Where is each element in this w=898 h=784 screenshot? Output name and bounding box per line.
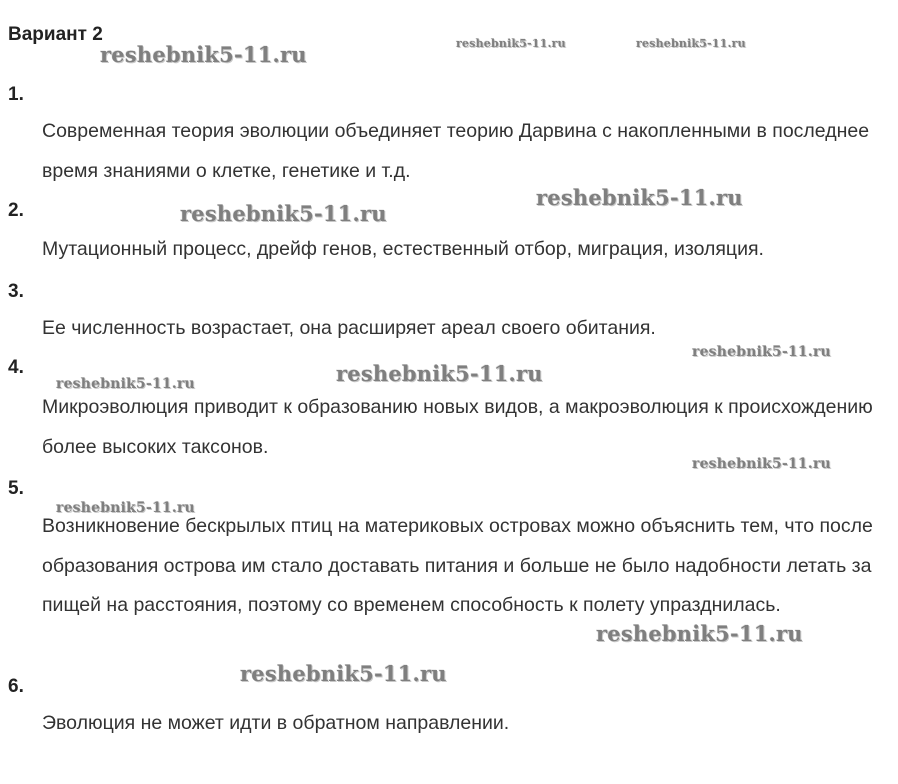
watermark: reshebnik5-11.ru — [240, 661, 447, 686]
answer-number-2: 2. — [8, 200, 24, 221]
answer-number-4: 4. — [8, 357, 24, 378]
answer-number-3: 3. — [8, 281, 24, 302]
watermark: reshebnik5-11.ru — [56, 500, 195, 516]
watermark: reshebnik5-11.ru — [180, 201, 387, 226]
answer-number-1: 1. — [8, 84, 24, 105]
answer-text-2: Мутационный процесс, дрейф генов, естественный отбор, миграция, изоляция. — [42, 238, 764, 260]
watermark: reshebnik5-11.ru — [336, 361, 543, 386]
watermark: reshebnik5-11.ru — [596, 621, 803, 646]
watermark: reshebnik5-11.ru — [456, 37, 566, 50]
answer-text-5: Возникновение бескрылых птиц на материковых островах можно объяснить тем, что после образования острова им стало доставать питания и больше не было надобности летать за пищей на расстояния, поэтому со временем способность к полету упразднилась. — [42, 515, 873, 616]
watermark: reshebnik5-11.ru — [56, 376, 195, 392]
answer-text-4: Микроэволюция приводит к образованию новых видов, а макроэволюция к происхождению более высоких таксонов. — [42, 396, 873, 458]
watermark: reshebnik5-11.ru — [636, 37, 746, 50]
answer-text-1: Современная теория эволюции объединяет теорию Дарвина с накопленными в последнее время знаниями о клетке, генетике и т.д. — [42, 120, 870, 182]
watermark: reshebnik5-11.ru — [100, 42, 307, 67]
watermark: reshebnik5-11.ru — [692, 456, 831, 472]
answer-number-6: 6. — [8, 676, 24, 697]
answer-number-5: 5. — [8, 478, 24, 499]
answer-text-3: Ее численность возрастает, она расширяет ареал своего обитания. — [42, 317, 656, 339]
watermark: reshebnik5-11.ru — [692, 344, 831, 360]
page-title: Вариант 2 — [8, 24, 103, 45]
answer-text-6: Эволюция не может идти в обратном направлении. — [42, 712, 510, 734]
watermark: reshebnik5-11.ru — [536, 185, 743, 210]
